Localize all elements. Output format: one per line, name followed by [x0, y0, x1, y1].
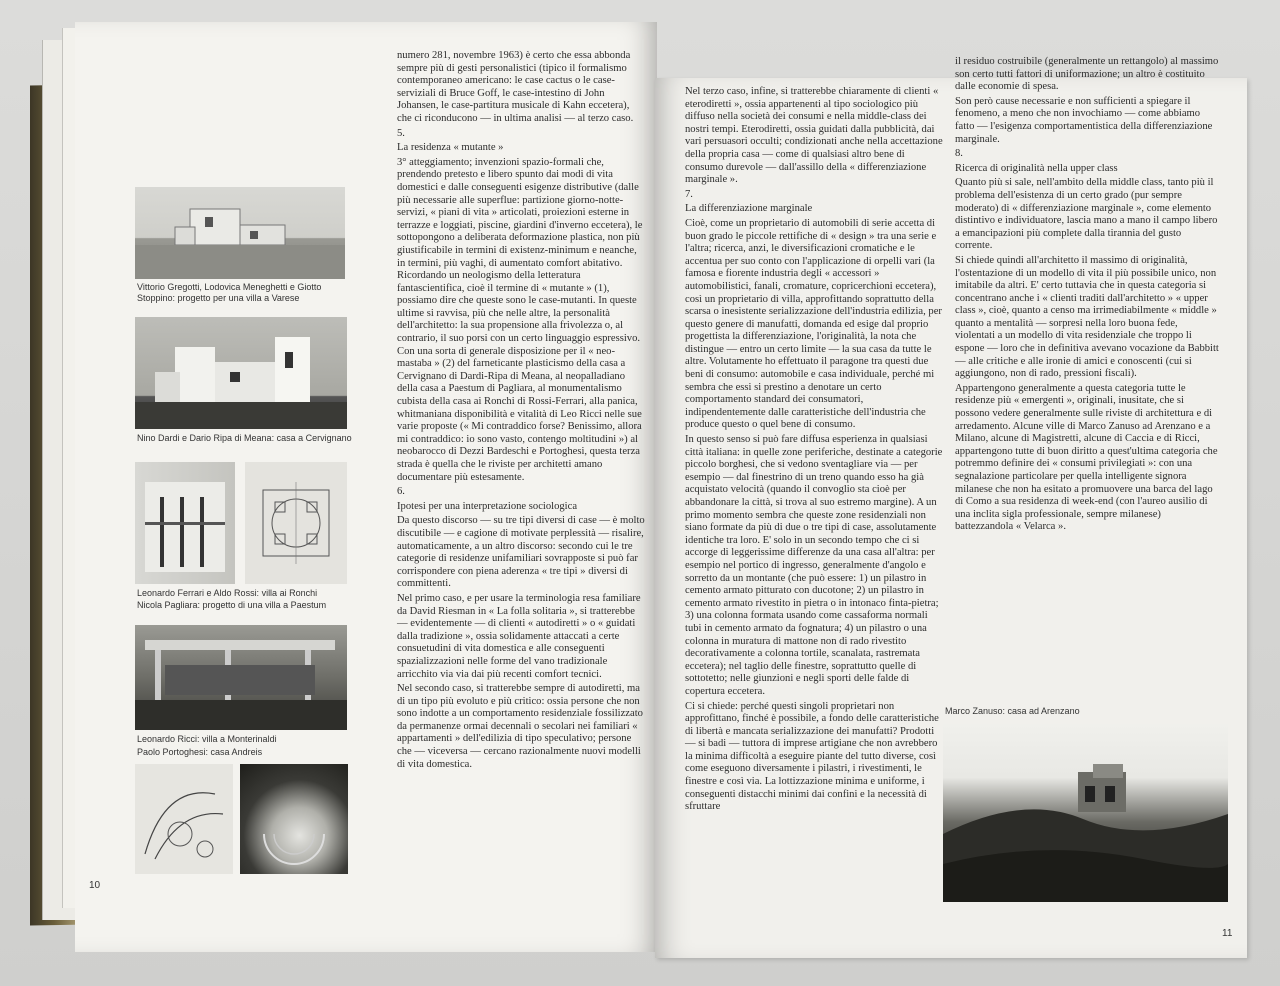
paragraph: In questo senso si può fare diffusa esperienza in qualsiasi città italiana: in quelle zone periferiche, destinate a categorie piccolo borghesi, che si vedono sventagliare via — per esempio — dal finestrino di un treno quando esso ha già acquistato velocità (quando il convoglio sta cioè per abbandonare la città, si trova al suo estremo margine). A un primo momento sembra che queste zone residenziali non siano formate da più di due o tre tipi di case, assolutamente identiche tra loro. E' solo in un secondo tempo che ci si accorge di leggerissime differenze da una casa all'altra: per esempio nel portico di ingresso, generalmente d'angolo e sorretto da un montante (che può essere: 1) un pilastro in cemento armato pitturato con ducotone; 2) un pilastro in cemento armato rivestito in pietra o in intonaco finta-pietra; 3) una colonna formata usando come cassaforma normali tubi in cemento armato da fognatura; 4) un pilastro o una colonna in muratura di mattone non di rado rivestito decorativamente a colonna tortile, scanalata, rastremata eccetera); nel taglio delle finestre, soprattutto quelle di sottotetto; nelle giunzioni e negli sporti delle falde di copertura eccetera.: [685, 434, 943, 697]
paragraph: 3° atteggiamento; invenzioni spazio-formali che, prendendo pretesto e libero spunto dai modi di vita domestici e dalle conseguenti esigenze distributive (dalle più necessarie alle superflue: partizione giorno-notte-servizi, « piani di vita » articolati, proiezioni esterne in terrazze e loggiati, piscine, giardini d'inverno eccetera), le sottopongono a deliberata deformazione plastica, non più giustificabile in termini di existenz-minimum e neanche, in termini, più vaghi, di aumentato comfort abitativo. Ricordando un neologismo della letteratura fantascientifica, cioè il termine di « mutante » (1), possiamo dire che queste sono le case-mutanti. In queste ultime si ravvisa, più che nelle altre, la personalità dell'architetto: la sua propensione alla frivolezza o, al contrario, il suo porsi con un certo linguaggio espressivo. Con una sorta di generale disposizione per il « neo-mastaba » (2) del farneticante plasticismo della casa a Cervignano di Dardi-Ripa di Meana, al neopalladiano della casa a Paestum di Pagliara, al monumentalismo cubista della casa ai Ronchi di Rossi-Ferrari, alla panica, whitmaniana disponibilità e vitalità di Leo Ricci nelle sue varie proposte (« Mi contraddico forse? Benissimo, allora mi contraddico: io sono vasto, contengo moltitudini ») al neobarocco di Dezzi Bardeschi e Portoghesi, questa terza strada è quella che le riviste per architetti amano documentare più estesamente.: [397, 156, 643, 483]
villa-facade-drawing: [135, 462, 235, 584]
section-title: Ricerca di originalità nella upper class: [955, 162, 1118, 174]
paragraph: numero 281, novembre 1963) è certo che essa abbonda sempre più di gesti personalistici (tipico il formalismo contemporaneo americano: le case cactus o le case-serviziali di Bruce Goff, le case-intestino di John Johansen, le case-partitura musicale di Kahn eccetera), che ci riconducono — in ultima analisi — al terzo caso.: [397, 50, 634, 124]
photo-portoghesi-interior: [240, 764, 348, 874]
paragraph: Ci si chiede: perché questi singoli proprietari non approfittano, finché è possibile, a fondo delle caratteristiche di libertà e mancata serializzazione dei manufatti? Prodotti — si badi — tuttora di imprese artigiane che non avrebbero la minima difficoltà a eseguire piante del tutto diverse, così come eseguono diversamente i pilastri, i rivestimenti, le finestre e così via. La lottizzazione minima e uniforme, i conseguenti distacchi minimi dai confini e la necessità di sfruttare: [685, 700, 939, 813]
curved-plan-drawing: [135, 764, 233, 874]
caption-zanuso: Marco Zanuso: casa ad Arenzano: [945, 706, 1080, 716]
section-number: 7.: [685, 188, 693, 200]
caption-ferrari-rossi: Leonardo Ferrari e Aldo Rossi: villa ai Ronchi: [137, 588, 318, 598]
section-number: 6.: [397, 486, 405, 498]
floor-plan-drawing: [245, 462, 347, 584]
section-title: Ipotesi per una interpretazione sociologica: [397, 500, 578, 512]
paragraph: Nel primo caso, e per usare la terminologia resa familiare da David Riesman in « La folla solitaria », si tratterebbe — evidentemente — di clienti « autodiretti » o « guidati dalla tradizione », ossia solidamente attaccati a certe consuetudini di vita domestica e alle conseguenti spazializzazioni nelle forme del vano tradizionale arricchito via via dai più recenti comfort tecnici.: [397, 592, 641, 680]
section-title: La residenza « mutante »: [397, 142, 504, 154]
paragraph: Son però cause necessarie e non sufficienti a spiegare il fenomeno, a meno che non invochiamo — come abbiamo fatto — l'esigenza comportamentistica della differenziazione marginale.: [955, 95, 1213, 145]
caption-portoghesi: Paolo Portoghesi: casa Andreis: [137, 747, 263, 757]
paragraph: Nel secondo caso, si tratterebbe sempre di autodiretti, ma di un tipo più evoluto e più critico: ossia persone che non sono indotte a un comportamento residenziale fossilizzato da permanenze ormai decennali o secolari nei familiari « appartamenti » dell'edilizia di tipo speculativo; persone che — viceversa — cercano razionalmente nuovi modelli di vita domestica.: [397, 683, 643, 770]
paragraph: Quanto più si sale, nell'ambito della middle class, tanto più il problema dell'esistenza di un certo grado (pur sempre moderato) di « differenziazione marginale », come elemento distintivo e individuatore, lascia mano a mano il campo libero a emancipazioni più complete dalla tirannia del gusto corrente.: [955, 177, 1218, 252]
caption-gregotti: Vittorio Gregotti, Lodovica Meneghetti e Giotto Stoppino: progetto per una villa a Varese: [137, 282, 322, 303]
section-number: 8.: [955, 148, 963, 160]
photo-dardi-casa: [135, 317, 347, 429]
page-number-left: 10: [89, 880, 101, 891]
paragraph: Cioè, come un proprietario di automobili di serie accetta di buon grado le piccole rettifiche di « design » tra una serie e l'altra; ricerca, anzi, le diversificazioni cromatiche e le accentua per suo conto con l'applicazione di orpelli vari (la famosa e fiorente industria degli « accessori » automobilistici, fanali, cromature, copricerchioni eccetera), così un proprietario di villa, approfittando soprattutto della scarsa o inesistente serializzazione dell'industria edilizia, per questo genere di manufatti, domanda ed esige dal proprio progettista la differenziazione, l'originalità, la nota che distingue — entro un certo limite — la sua casa da tutte le altre. Volutamente ho effettuato il paragone tra questi due beni di consumo: automobile e casa individuale, perché mi sembra che essi si prestino a denotare un certo comportamento standard dei consumatori, indipendentemente dalle caratteristiche dell'industria che produce questo o quel bene di consumo.: [685, 217, 942, 431]
casa-building-drawing: [135, 317, 347, 429]
interior-spiral-drawing: [240, 764, 348, 874]
paragraph: Appartengono generalmente a questa categoria tutte le residenze più « emergenti », originali, inusitate, che si possono vedere generalmente sulle riviste di architettura e di arredamento. Alcune ville di Marco Zanuso ad Arenzano e a Milano, alcune di Magistretti, alcune di Caccia e di Ricci, appartengono tutte di buon diritto a quest'ultima categoria che potremmo definire dei « consumi privilegiati »: con una segnalazione particolare per quella intelligente signora milanese che non ha esitato a promuovere una barca del lago di Como a sua residenza di week-end (con l'aureo ausilio di una inclita sigla professionale, sempre milanese) battezzandola « Velarca ».: [955, 382, 1218, 533]
paragraph: Da questo discorso — su tre tipi diversi di case — è molto discutibile — e cagione di motivate perplessità — risalire, automaticamente, a un altro discorso: secondo cui le tre categorie di residenze unifamiliari sovrapposte si può far corrispondere con piena aderenza « tre tipi » diversi di committenti.: [397, 515, 645, 590]
caption-ricci: Leonardo Ricci: villa a Monterinaldi: [137, 734, 277, 744]
right-text-column-2: [955, 56, 1220, 706]
paragraph: Si chiede quindi all'architetto il massimo di originalità, l'ostentazione di un modello di vita il più possibile unico, non imitabile da altri. E' certo tuttavia che in questa categoria si concentrano anche i « clienti traditi dall'architetto » « upper class », cioè, quanto a censo ma irrimediabilmente « middle » quanto a mentalità — sorpresi nella loro buona fede, violentati a un modello di vita residenziale che troppo li espone — loro che in definitiva avevano vocazione da Babbitt — alle critiche e alle ironie di amici e conoscenti (cui si aggiungono, non di rado, pressioni fiscali).: [955, 254, 1219, 380]
paragraph: il residuo costruibile (generalmente un rettangolo) al massimo son certo tutti fattori di uniformazione; un altro è costituito dalle economie di spesa.: [955, 56, 1219, 93]
plan-pagliara-villa: [245, 462, 347, 584]
left-text-column: [397, 50, 645, 930]
section-title: La differenziazione marginale: [685, 203, 813, 215]
right-page: [655, 56, 1247, 958]
plan-portoghesi-casa: [135, 764, 233, 874]
photo-ferrari-rossi-villa: [135, 462, 235, 584]
paragraph: Nel terzo caso, infine, si tratterebbe chiaramente di clienti « eterodiretti », ossia appartenenti al tipo sociologico più diffuso nella società dei consumi e nella middle-class dei nostri tempi. Eterodiretti, ossia guidati dalla pubblicità, dai vari persuasori occulti; condizionati anche nella accettazione della propria casa — come di qualsiasi altro bene di consumo durevole — dall'assillo della « differenziazione marginale ».: [685, 86, 943, 186]
left-page: [75, 22, 657, 952]
villa-sketch-drawing: [135, 187, 345, 279]
ricci-villa-drawing: [135, 625, 347, 730]
zanuso-house-drawing: [943, 724, 1228, 902]
caption-pagliara: Nicola Pagliara: progetto di una villa a Paestum: [137, 600, 327, 610]
caption-dardi: Nino Dardi e Dario Ripa di Meana: casa a Cervignano: [137, 433, 352, 443]
right-text-column-1: [685, 86, 943, 946]
page-number-right: 11: [1222, 928, 1233, 939]
photo-ricci-villa: [135, 625, 347, 730]
photo-zanuso-casa: [943, 724, 1228, 902]
photo-gregotti-villa: [135, 187, 345, 279]
section-number: 5.: [397, 127, 405, 139]
